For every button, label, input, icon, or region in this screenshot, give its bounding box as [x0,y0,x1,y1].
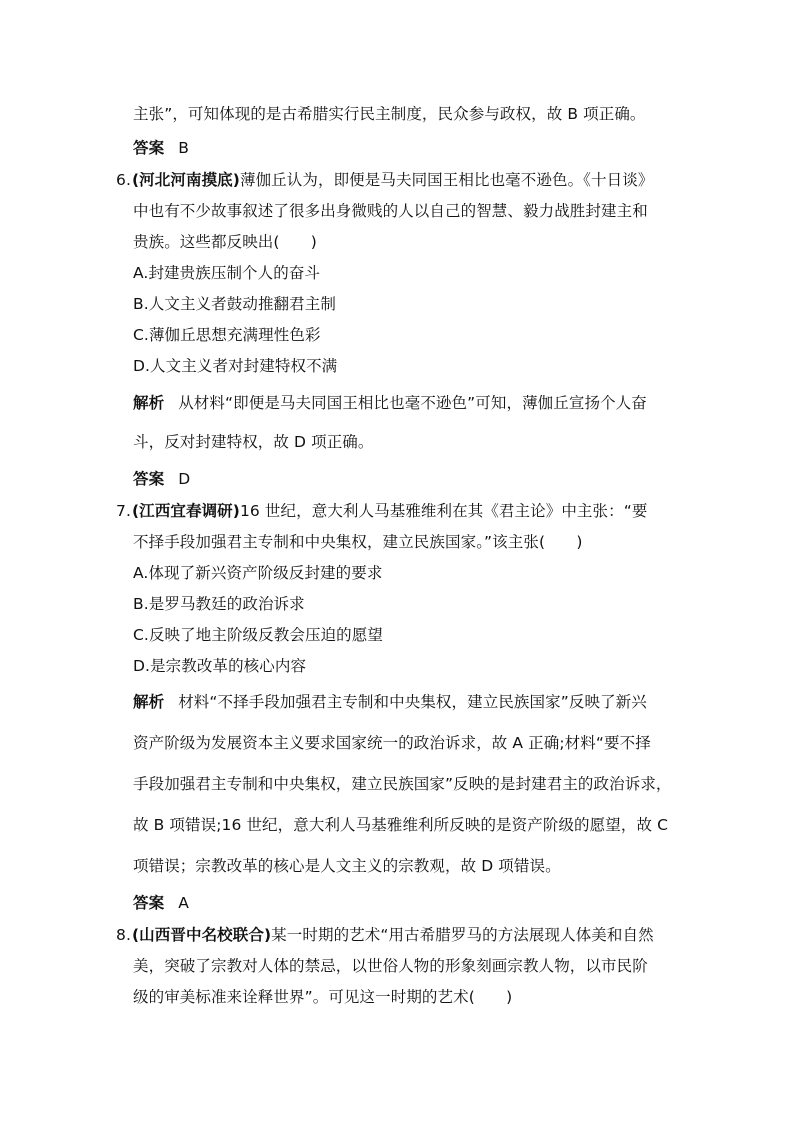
question-number: 6. [116,171,131,189]
q6-analysis-line2: 斗，反对封建特权，故 D 项正确。 [133,433,374,451]
q7-option-a: A.体现了新兴资产阶级反封建的要求 [133,564,383,582]
answer-value: B [178,139,189,157]
answer-label: 答案 [133,139,165,157]
q7-option-b: B.是罗马教廷的政治诉求 [133,595,305,613]
q7-analysis [133,692,647,712]
question-source: (江西宜春调研) [132,502,240,520]
q5-analysis-tail: 主张”，可知体现的是古希腊实行民主制度，民众参与政权，故 B 项正确。 [133,105,646,123]
q6-option-d: D.人文主义者对封建特权不满 [133,357,338,375]
q8-stem [116,925,654,945]
answer-label: 答案 [133,894,165,912]
stem-text: 某一时期的艺术“用古希腊罗马的方法展现人体美和自然 [271,926,654,944]
q7-option-d: D.是宗教改革的核心内容 [133,657,307,675]
answer-value: D [178,470,191,488]
stem-text: 16 世纪，意大利人马基雅维利在其《君主论》中主张：“要 [239,502,648,520]
q8-stem-line3: 级的审美标准来诠释世界”。可见这一时期的艺术( ) [133,988,513,1006]
answer-label: 答案 [133,470,165,488]
question-source: (山西晋中名校联合) [132,926,272,944]
q7-stem [116,501,647,521]
q7-analysis-line4: 故 B 项错误;16 世纪，意大利人马基雅维利所反映的是资产阶级的愿望，故 C [133,816,669,834]
q7-analysis-line3: 手段加强君主专制和中央集权，建立民族国家”反映的是封建君主的政治诉求， [133,775,672,793]
q7-option-c: C.反映了地主阶级反教会压迫的愿望 [133,626,383,644]
question-number: 8. [116,926,131,944]
q6-stem-line3: 贵族。这些都反映出( ) [133,233,317,251]
q6-option-b: B.人文主义者鼓动推翻君主制 [133,295,336,313]
question-source: (河北河南摸底) [132,171,240,189]
answer-value: A [178,894,189,912]
q6-stem-line2: 中也有不少故事叙述了很多出身微贱的人以自己的智慧、毅力战胜封建主和 [133,202,648,220]
q6-analysis [133,393,647,413]
q7-analysis-line5: 项错误；宗教改革的核心是人文主义的宗教观，故 D 项错误。 [133,857,561,875]
q8-stem-line2: 美，突破了宗教对人体的禁忌，以世俗人物的形象刻画宗教人物，以市民阶 [133,957,648,975]
q7-stem-line2: 不择手段加强君主专制和中央集权，建立民族国家。”该主张( ) [133,533,583,551]
q7-analysis-line2: 资产阶级为发展资本主义要求国家统一的政治诉求，故 A 正确;材料“要不择 [133,734,651,752]
analysis-label: 解析 [133,394,165,412]
q6-option-c: C.薄伽丘思想充满理性色彩 [133,326,321,344]
q5-answer [133,138,189,158]
q7-answer [133,893,189,913]
analysis-text: 从材料“即便是马夫同国王相比也毫不逊色”可知，薄伽丘宣扬个人奋 [178,394,647,412]
stem-text: 薄伽丘认为，即便是马夫同国王相比也毫不逊色。《十日谈》 [239,171,654,189]
question-number: 7. [116,502,131,520]
q6-option-a: A.封建贵族压制个人的奋斗 [133,264,321,282]
analysis-text: 材料“不择手段加强君主专制和中央集权，建立民族国家”反映了新兴 [178,693,647,711]
q6-stem [116,170,653,190]
analysis-label: 解析 [133,693,165,711]
q6-answer [133,469,190,489]
